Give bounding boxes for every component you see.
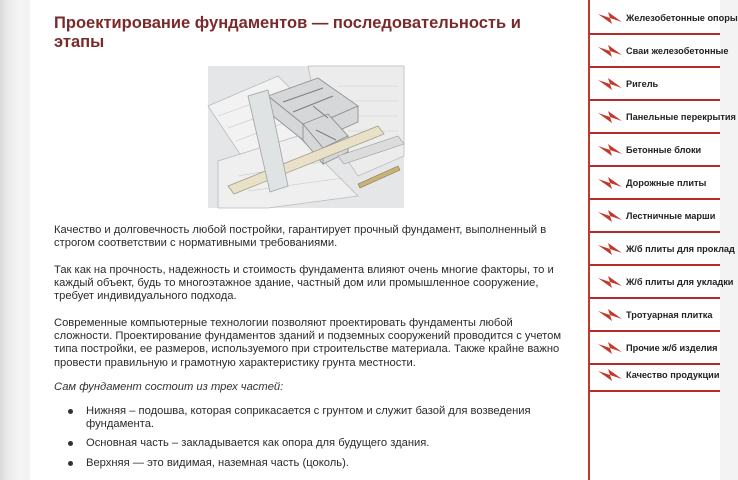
parts-intro-text: Сам фундамент состоит из трех частей:: [54, 381, 284, 393]
paragraph-technology: [54, 317, 566, 370]
paragraph-text: Качество и долговечность любой постройки, гарантирует прочный фундамент, выполненный в строгом соответствии с нормативными требованиями.: [54, 224, 547, 250]
lightning-icon: [596, 305, 624, 325]
page-title: Проектирование фундаментов — последовательность и этапы: [54, 14, 521, 51]
article-illustration: [208, 66, 404, 208]
lightning-icon: [596, 272, 624, 292]
sidebar-item-label: Бетонные блоки: [626, 144, 702, 155]
sidebar-item-label: Ж/б плиты для проклад: [626, 243, 735, 254]
paragraph-factors: [54, 264, 566, 304]
list-item: Нижняя – подошва, которая соприкасается с грунтом и служит базой для возведения фундамента.: [66, 405, 566, 431]
paragraph-text: Современные компьютерные технологии позволяют проектировать фундаменты любой сложности. Проектирование фундаментов зданий и подземных сооружений проводится с учетом типа постройки, ее размеров, используемого при строительстве материала. Также крайне важно провести правильную и грамотную характеристику грунта местности.: [54, 317, 562, 369]
list-item: Основная часть – закладывается как опора для будущего здания.: [66, 437, 566, 450]
sidebar-item-reinforced-supports[interactable]: [590, 2, 738, 35]
page-left-shadow: [0, 0, 22, 480]
lightning-icon: [596, 41, 624, 61]
sidebar-item-slabs-laying[interactable]: [590, 233, 735, 266]
sidebar-item-label: Качество продукции: [626, 369, 720, 380]
product-sidebar: [590, 0, 738, 480]
lightning-icon: [596, 173, 624, 193]
sidebar-item-panel-floors[interactable]: [590, 101, 736, 134]
sidebar-item-label: Дорожные плиты: [626, 177, 707, 188]
sidebar-item-label: Ригель: [626, 78, 659, 89]
sidebar-item-stair-flights[interactable]: [590, 200, 720, 233]
list-item: Верхняя — это видимая, наземная часть (цоколь).: [66, 457, 566, 470]
sidebar-item-rigel[interactable]: [590, 68, 720, 101]
lightning-icon: [596, 74, 624, 94]
paragraph-intro: [54, 224, 566, 250]
sidebar-item-slabs-placing[interactable]: [590, 266, 734, 299]
sidebar-item-label: Тротуарная плитка: [626, 309, 713, 320]
lightning-icon: [596, 338, 624, 358]
sidebar-item-quality[interactable]: [590, 359, 720, 392]
lightning-icon: [596, 140, 624, 160]
lightning-icon: [596, 8, 624, 28]
sidebar-item-label: Ж/б плиты для укладки: [626, 276, 734, 287]
lightning-icon: [596, 365, 624, 385]
sidebar-item-road-slabs[interactable]: [590, 167, 720, 200]
sidebar-item-concrete-blocks[interactable]: [590, 134, 720, 167]
lightning-icon: [596, 206, 624, 226]
sidebar-item-piles[interactable]: [590, 35, 729, 68]
sidebar-item-label: Сваи железобетонные: [626, 45, 729, 56]
sidebar-item-label: Прочие ж/б изделия: [626, 342, 718, 353]
sidebar-item-label: Железобетонные опоры: [626, 12, 738, 23]
parts-intro: [54, 381, 566, 394]
paragraph-text: Так как на прочность, надежность и стоимость фундамента влияют очень многие факторы, то и каждый объект, будь то многоэтажное здание, частный дом или промышленное сооружение, требует индивидуального подхода.: [54, 264, 554, 303]
lightning-icon: [596, 239, 624, 259]
house-blueprint-image: [208, 66, 404, 208]
sidebar-item-paving-tiles[interactable]: [590, 299, 720, 332]
sidebar-item-label: Лестничные марши: [626, 210, 716, 221]
parts-list: [66, 405, 566, 470]
lightning-icon: [596, 107, 624, 127]
sidebar-item-label: Панельные перекрытия: [626, 111, 736, 122]
article-content: [30, 0, 588, 480]
